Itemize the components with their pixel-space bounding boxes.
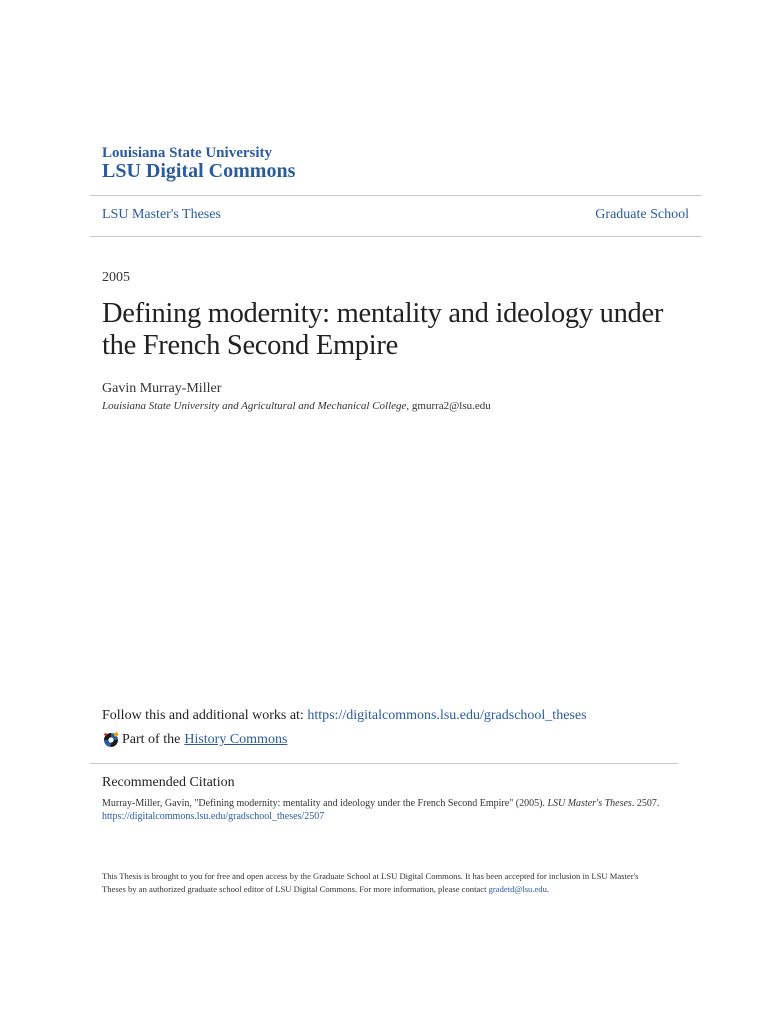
history-commons-link[interactable]: History Commons — [184, 732, 288, 747]
citation-series: LSU Master's Theses — [547, 798, 632, 809]
divider — [90, 195, 701, 196]
publication-year: 2005 — [102, 270, 130, 285]
citation-url-link[interactable]: https://digitalcommons.lsu.edu/gradschool_theses/2507 — [102, 811, 325, 822]
citation-text: Murray-Miller, Gavin, "Defining modernity: mentality and ideology under the French Second Empire" (2005). — [102, 798, 548, 809]
access-notice-end: . — [546, 883, 550, 894]
commons-network-icon — [102, 731, 120, 749]
affiliation-name: Louisiana State University and Agricultural and Mechanical College — [102, 400, 407, 412]
citation-heading: Recommended Citation — [102, 775, 235, 790]
follow-url-link[interactable]: https://digitalcommons.lsu.edu/gradschool_theses — [307, 708, 587, 723]
access-notice-text: This Thesis is brought to you for free and open access by the Graduate School at LSU Digital Commons. It has been accepted for inclusion in LSU Master's Theses by an authorized graduate school editor of LSU Digital Commons. For more information, please contact — [102, 871, 639, 894]
graduate-school-link[interactable]: Graduate School — [595, 207, 689, 222]
follow-label: Follow this and additional works at: — [102, 708, 308, 723]
citation-number: . 2507. — [631, 798, 660, 809]
access-notice — [102, 870, 662, 895]
repository-name[interactable]: LSU Digital Commons — [102, 160, 296, 182]
citation-body — [102, 797, 672, 823]
author-email: , gmurra2@lsu.edu — [406, 400, 491, 412]
divider — [90, 763, 678, 764]
author-affiliation — [102, 400, 491, 412]
part-of-line — [102, 731, 287, 749]
document-title: Defining modernity: mentality and ideology under the French Second Empire — [102, 298, 664, 361]
part-of-label: Part of the — [122, 732, 181, 747]
institution-name: Louisiana State University — [102, 145, 273, 161]
divider — [90, 236, 701, 237]
series-link[interactable]: LSU Master's Theses — [102, 207, 221, 222]
author-name: Gavin Murray-Miller — [102, 381, 222, 396]
contact-email-link[interactable]: gradetd@lsu.edu — [488, 883, 547, 894]
follow-line — [102, 708, 587, 724]
